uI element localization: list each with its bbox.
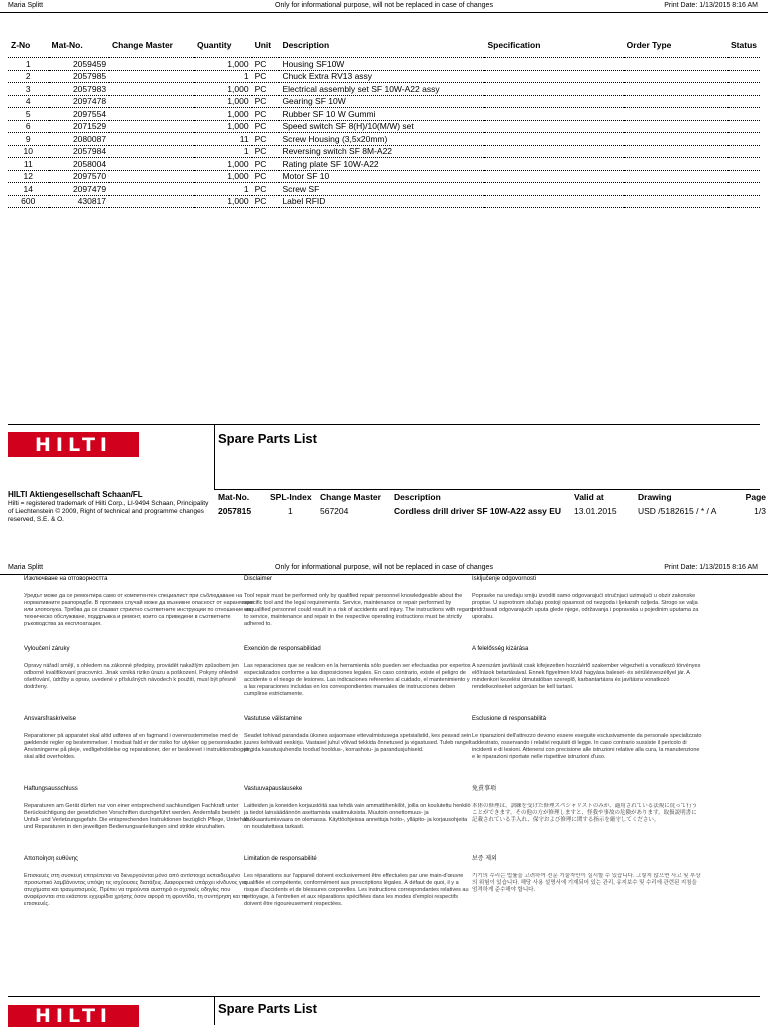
cell-status: [728, 83, 760, 96]
cell-specification: [484, 58, 623, 71]
page-header: [0, 0, 768, 13]
cell-matno: 2058004: [49, 158, 110, 171]
cell-status: [728, 195, 760, 208]
value-description: Cordless drill driver SF 10W-A22 assy EU: [394, 506, 562, 516]
disclaimers-grid: [8, 576, 760, 976]
cell-change-master: [109, 145, 194, 158]
cell-specification: [484, 95, 623, 108]
hilti-logo-text-2: HILTI: [35, 1005, 112, 1027]
disclaimer-block: [472, 576, 702, 628]
cell-status: [728, 145, 760, 158]
value-page: 1/3: [754, 506, 766, 516]
cell-unit: PC: [252, 158, 280, 171]
disclaimer-text: A szerszám javítását csak kifejezetten hozzáértő szakember végezheti a vonatkozó törvényes előírások betartásával. Ennek figyelmen kívül hagyása baleset- és sérülésveszéllyel jár. A mindenkori kezelési útmutatóban szereplő, karbantartásra és javításra vonatkozó rendelkezéseket szigorúan be kell tartani.: [472, 663, 701, 690]
disclaimer-text: Las reparaciones que se realicen en la herramienta sólo pueden ser efectuadas por expertos especializados conforme a las disposiciones legales. En caso contrario, existe el peligro de accidente o el riesgo de lesiones. Las indicaciones referentes al cuidado, el mantenimiento y a las reparaciones incluidas en los correspondientes manuales de instrucciones deben cumplirse estrictamente.: [244, 663, 471, 697]
cell-change-master: [109, 195, 194, 208]
disclaimer-block: [24, 576, 254, 628]
label-matno: Mat-No.: [218, 492, 250, 502]
value-matno: 2057815: [218, 506, 252, 516]
disclaimer-text: Уредът може да се ремонтира само от компетентен специалист при съблюдаване на нормативните разпоредби. В противен случай може да възникне опасност от нараняване или злополука. Трябва да се спазват стриктно съответните инструкции по отношение на техническо обслужване, поддръжка и ремонт, които са приведени в съответните ръководства за експлоатация.: [24, 593, 254, 627]
disclaimer-title: 免責事項: [472, 786, 497, 792]
disclaimer-text: 기기의 수리는 법률을 고려하여 전문 기술자만이 실시할 수 있습니다. 그렇지 않으면 사고 및 부상의 위험이 있습니다. 해당 사용 설명서에 기재되어 있는 관리, 유지보수 및 수리에 관련된 지침을 엄격하게 준수해야 합니다.: [472, 873, 701, 893]
spare-parts-footer: [8, 424, 766, 523]
col-order-type: Order Type: [626, 40, 672, 50]
disclaimer-text: Popravke na uređaju smiju izvoditi samo odgovarajući stručnjaci uzimajući u obzir zakonske propise. U suprotnom slučaju postoji opasnost od nezgoda i ljekarsih ozljeda. Strogo se valja pridržavati odgovarajućih uputa glede njege, održavanja i popravaka u pojedinim uputama za uporabu.: [472, 593, 699, 620]
disclaimer-title: 보증 제외: [472, 856, 497, 862]
table-row: [8, 120, 760, 133]
cell-quantity: 11: [194, 133, 252, 146]
cell-specification: [484, 133, 623, 146]
cell-change-master: [109, 58, 194, 71]
cell-matno: 2057984: [49, 145, 110, 158]
cell-description: Chuck Extra RV13 assy: [279, 70, 484, 83]
cell-unit: PC: [252, 195, 280, 208]
label-drawing: Drawing: [638, 492, 672, 502]
cell-zno: 11: [8, 158, 49, 171]
cell-zno: 10: [8, 145, 49, 158]
spare-parts-title: Spare Parts List: [218, 431, 317, 446]
cell-order-type: [624, 83, 728, 96]
cell-matno: 430817: [49, 195, 110, 208]
cell-matno: 2057983: [49, 83, 110, 96]
disclaimer-title: A felelősség kizárása: [472, 646, 529, 652]
cell-zno: 9: [8, 133, 49, 146]
disclaimer-text: Le riparazioni dell'attrezzo devono essere eseguite esclusivamente da personale specializzato addestrato, osservando i relativi requisiti di legge. In caso contrario sussiste il pericolo di incidenti e di lesioni. Attenersi con precisione alle istruzioni relative alla cura, la manutenzione e le riparazioni riportate nelle rispettive istruzioni d'uso.: [472, 733, 702, 760]
cell-specification: [484, 170, 623, 183]
cell-order-type: [624, 95, 728, 108]
disclaimer-text: Opravy nářadí smějí, s ohledem na zákonné předpisy, provádět nakažlým způsobem jen odborně kvalifikovaní pracovníci. Jinak vzniká riziko úrazu a poškození. Pokyny ohledně ošetřování, údržby a oprav, uvedené v příslušných návodech k použití, musí být přesně dodrženy.: [24, 663, 239, 690]
cell-zno: 14: [8, 183, 49, 196]
cell-change-master: [109, 170, 194, 183]
disclaimer-block: [24, 856, 254, 908]
cell-quantity: 1,000: [194, 58, 252, 71]
cell-matno: 2059459: [49, 58, 110, 71]
col-description: Description: [282, 40, 330, 50]
spare-parts-title-2: Spare Parts List: [218, 1001, 317, 1016]
header-user: Maria Splitt: [8, 2, 44, 9]
disclaimer-block: [472, 716, 702, 768]
value-spl-index: 1: [288, 506, 293, 516]
spare-parts-footer-2: [8, 996, 760, 1025]
cell-description: Rating plate SF 10W-A22: [279, 158, 484, 171]
table-row: [8, 83, 760, 96]
table-row: [8, 70, 760, 83]
disclaimer-block: [244, 856, 474, 908]
disclaimer-block: [24, 646, 254, 698]
disclaimer-block: [244, 576, 474, 628]
cell-description: Screw SF: [279, 183, 484, 196]
disclaimer-text: Tool repair must be performed only by qualified repair personnel knowledgeable about the specific tool and the legal requirements. Service, maintenance or repair performed by unqualified personnel could result in a risk of accidents and injury. The instructions with regard to service, maintenance and repair in the respective operating instructions must be strictly adhered to.: [244, 593, 473, 627]
cell-unit: PC: [252, 145, 280, 158]
cell-change-master: [109, 83, 194, 96]
table-row: [8, 108, 760, 121]
cell-status: [728, 95, 760, 108]
col-specification: Specification: [487, 40, 541, 50]
disclaimer-title: Ansvarsfraskrivelse: [24, 716, 77, 722]
cell-zno: 12: [8, 170, 49, 183]
cell-status: [728, 133, 760, 146]
cell-unit: PC: [252, 183, 280, 196]
cell-unit: PC: [252, 58, 280, 71]
disclaimer-title: Vastutuse välistamine: [244, 716, 302, 722]
cell-unit: PC: [252, 133, 280, 146]
cell-specification: [484, 158, 623, 171]
header-print-date: Print Date: 1/13/2015 8:16 AM: [664, 2, 758, 9]
value-valid-at: 13.01.2015: [574, 506, 617, 516]
cell-description: Housing SF10W: [279, 58, 484, 71]
cell-order-type: [624, 183, 728, 196]
cell-change-master: [109, 70, 194, 83]
parts-table: [8, 40, 760, 208]
cell-description: Motor SF 10: [279, 170, 484, 183]
disclaimer-text: Επισκευές στη συσκευή επιτρέπεται να διενεργούνται μόνο από αντίστοιχα εκπαιδευμένο προσωπικό λαμβάνοντας υπόψη τις ισχύουσες διατάξεις. Διαφορετικά υπάρχει κίνδυνος για ατυχήματα και τραυματισμούς. Πρέπει να τηρούνται αυστηρά οι σχετικές οδηγίες που αναφέρονται στα εκάστοτε εγχειρίδια χρήσης όσον αφορά τη φροντίδα, τη συντήρηση και τις επισκευές.: [24, 873, 248, 907]
page-header-2: [0, 562, 768, 575]
cell-zno: 2: [8, 70, 49, 83]
disclaimer-text: 本体の修理は、訓練を受けた修理スペシャリストのみが、適用されている法規に従って行うことができます。その他の方が修理しますと、怪我や事故の危険があります。取扱説明書に記載されている手入れ、保守および修理に関する指示を厳守してください。: [472, 803, 698, 823]
label-page: Page: [745, 492, 766, 502]
disclaimer-block: [24, 716, 254, 768]
label-spl-index: SPL-Index: [270, 492, 312, 502]
cell-specification: [484, 145, 623, 158]
table-row: [8, 183, 760, 196]
cell-order-type: [624, 145, 728, 158]
cell-zno: 1: [8, 58, 49, 71]
disclaimer-title: Αποποίηση ευθύνης: [24, 856, 78, 862]
header-user-2: Maria Splitt: [8, 564, 44, 571]
cell-quantity: 1,000: [194, 108, 252, 121]
disclaimer-title: Vyloučení záruky: [24, 646, 70, 652]
disclaimer-text: Reparationer på apparatet skal altid udføres af en fagmand i overensstemmelse med de gældende regler og bestemmelser. I modsat fald er der risiko for ulykker og personskader. Anvisningerne på pleje, vedligeholdelse og reparationer, der er beskrevet i instruktionsbogen, skal altid overholdes.: [24, 733, 251, 760]
header-print-date-2: Print Date: 1/13/2015 8:16 AM: [664, 564, 758, 571]
cell-description: Reversing switch SF 8M-A22: [279, 145, 484, 158]
table-row: [8, 158, 760, 171]
cell-change-master: [109, 183, 194, 196]
cell-matno: 2057985: [49, 70, 110, 83]
cell-quantity: 1,000: [194, 195, 252, 208]
cell-description: Rubber SF 10 W Gummi: [279, 108, 484, 121]
disclaimer-title: Limitation de responsabilité: [244, 856, 317, 862]
cell-description: Speed switch SF 8(H)/10(M/W) set: [279, 120, 484, 133]
cell-zno: 6: [8, 120, 49, 133]
header-notice-2: Only for informational purpose, will not be replaced in case of changes: [275, 564, 493, 571]
cell-specification: [484, 120, 623, 133]
cell-quantity: 1: [194, 183, 252, 196]
disclaimer-text: Seadet tohivad parandada üksnes asjaomase ettevalmistusega spetsialistid, kes peavad sein juures kehtivaid eeskirju. Vastasel juhul võivad tekkida õnnetused ja vigastused. Tuleb rangelt järgida kasutusjuhendis toodud hooldus-, korrashoiu- ja parandusjuhiseid.: [244, 733, 472, 753]
cell-status: [728, 120, 760, 133]
disclaimer-title: Disclaimer: [244, 576, 273, 582]
cell-matno: 2097554: [49, 108, 110, 121]
company-text: Hilti = registered trademark of Hilti Corp., LI-9494 Schaan, Principality of Liechtenstein © 2009, Right of technical and programme changes reserved, S.E. & O.: [8, 500, 209, 523]
document-info: [214, 489, 766, 516]
disclaimer-text: Les réparations sur l'appareil doivent exclusivement être effectuées par une main-d'œuvre qualifiée et compétente, conformément aux prescriptions légales. À défaut de quoi, il y a risque d'accidents et de blessures corporelles. Les instructions correspondantes relatives au nettoyage, à l'entretien et aux réparations spécifiées dans les modes d'emploi respectifs doivent être rigoureusement respectées.: [244, 873, 469, 907]
value-change-master: 567204: [320, 506, 349, 516]
table-row: [8, 170, 760, 183]
cell-unit: PC: [252, 170, 280, 183]
cell-zno: 4: [8, 95, 49, 108]
disclaimer-title: Vastuuvapauslauseke: [244, 786, 303, 792]
disclaimer-title: Esclusione di responsabilità: [472, 716, 547, 722]
cell-specification: [484, 108, 623, 121]
company-name: HILTI Aktiengesellschaft Schaan/FL: [8, 490, 143, 499]
cell-status: [728, 58, 760, 71]
disclaimer-text: Reparaturen am Gerät dürfen nur von einer entsprechend sachkundigen Fachkraft unter Berücksichtigung der gesetzlichen Vorschriften durchgeführt werden. Andernfalls besteht Unfall- und Verletzungsgefahr. Die entsprechenden Instruktionen bezüglich Pflege, Unterhalt und Reparaturen in den jeweiligen Bedienungsanleitungen sind strikte einzuhalten.: [24, 803, 249, 830]
cell-status: [728, 158, 760, 171]
cell-quantity: 1,000: [194, 95, 252, 108]
cell-quantity: 1,000: [194, 170, 252, 183]
cell-order-type: [624, 70, 728, 83]
cell-status: [728, 170, 760, 183]
cell-change-master: [109, 133, 194, 146]
table-row: [8, 58, 760, 71]
cell-status: [728, 108, 760, 121]
cell-matno: 2071529: [49, 120, 110, 133]
cell-description: Label RFID: [279, 195, 484, 208]
table-row: [8, 145, 760, 158]
cell-matno: 2097478: [49, 95, 110, 108]
table-row: [8, 133, 760, 146]
disclaimer-block: [24, 786, 254, 838]
col-status: Status: [731, 40, 757, 50]
cell-order-type: [624, 158, 728, 171]
cell-zno: 3: [8, 83, 49, 96]
hilti-logo: [8, 432, 139, 457]
cell-matno: 2097570: [49, 170, 110, 183]
disclaimer-text: Laitteiden ja koneiden korjaustöitä saa tehdä vain ammattihenkilöt, joilla on koulutettu henkilö ja tiedot lainsäädännön asettamista vaatimuksista. Muutoin onnettomuus- ja loukkaantumisvaara on olemassa. Käyttöohjeissa annettuja hoito-, ylläpito- ja korjausohjeita on noudatettava tarkasti.: [244, 803, 471, 830]
cell-order-type: [624, 170, 728, 183]
cell-unit: PC: [252, 95, 280, 108]
cell-zno: 600: [8, 195, 49, 208]
cell-quantity: 1: [194, 70, 252, 83]
cell-change-master: [109, 158, 194, 171]
disclaimer-title: Изключване на отговорността: [24, 576, 108, 582]
cell-quantity: 1,000: [194, 83, 252, 96]
disclaimer-block: [244, 786, 474, 838]
cell-order-type: [624, 120, 728, 133]
cell-matno: 2097479: [49, 183, 110, 196]
disclaimer-block: [472, 856, 702, 908]
col-matno: Mat-No.: [51, 40, 83, 50]
cell-unit: PC: [252, 70, 280, 83]
cell-quantity: 1: [194, 145, 252, 158]
disclaimer-title: Isključenje odgovornosti: [472, 576, 537, 582]
hilti-logo-text: HILTI: [35, 433, 112, 456]
company-info: [8, 490, 214, 524]
label-change-master: Change Master: [320, 492, 381, 502]
disclaimer-block: [244, 646, 474, 698]
cell-specification: [484, 183, 623, 196]
cell-status: [728, 183, 760, 196]
cell-description: Gearing SF 10W: [279, 95, 484, 108]
disclaimer-block: [244, 716, 474, 768]
disclaimer-title: Haftungsausschluss: [24, 786, 78, 792]
label-description: Description: [394, 492, 441, 502]
col-zno: Z-No: [11, 40, 31, 50]
cell-quantity: 1,000: [194, 120, 252, 133]
value-drawing: USD /5182615 / * / A: [638, 506, 717, 516]
col-unit: Unit: [254, 40, 272, 50]
cell-order-type: [624, 195, 728, 208]
disclaimer-block: [472, 786, 702, 838]
table-header-row: [8, 40, 760, 58]
table-row: [8, 195, 760, 208]
cell-description: Electrical assembly set SF 10W-A22 assy: [279, 83, 484, 96]
cell-order-type: [624, 133, 728, 146]
cell-specification: [484, 83, 623, 96]
col-change-master: Change Master: [112, 40, 173, 50]
cell-zno: 5: [8, 108, 49, 121]
header-notice: Only for informational purpose, will not be replaced in case of changes: [275, 2, 493, 9]
cell-description: Screw Housing (3,5x20mm): [279, 133, 484, 146]
cell-quantity: 1,000: [194, 158, 252, 171]
cell-specification: [484, 195, 623, 208]
cell-order-type: [624, 108, 728, 121]
label-valid-at: Valid at: [574, 492, 604, 502]
cell-change-master: [109, 108, 194, 121]
cell-change-master: [109, 95, 194, 108]
cell-matno: 2080087: [49, 133, 110, 146]
disclaimer-block: [472, 646, 702, 698]
cell-change-master: [109, 120, 194, 133]
cell-order-type: [624, 58, 728, 71]
table-row: [8, 95, 760, 108]
cell-unit: PC: [252, 108, 280, 121]
cell-unit: PC: [252, 83, 280, 96]
cell-specification: [484, 70, 623, 83]
cell-unit: PC: [252, 120, 280, 133]
logo-area: [8, 425, 215, 489]
col-quantity: Quantity: [196, 40, 232, 50]
cell-status: [728, 70, 760, 83]
disclaimer-title: Exención de responsabilidad: [244, 646, 321, 652]
